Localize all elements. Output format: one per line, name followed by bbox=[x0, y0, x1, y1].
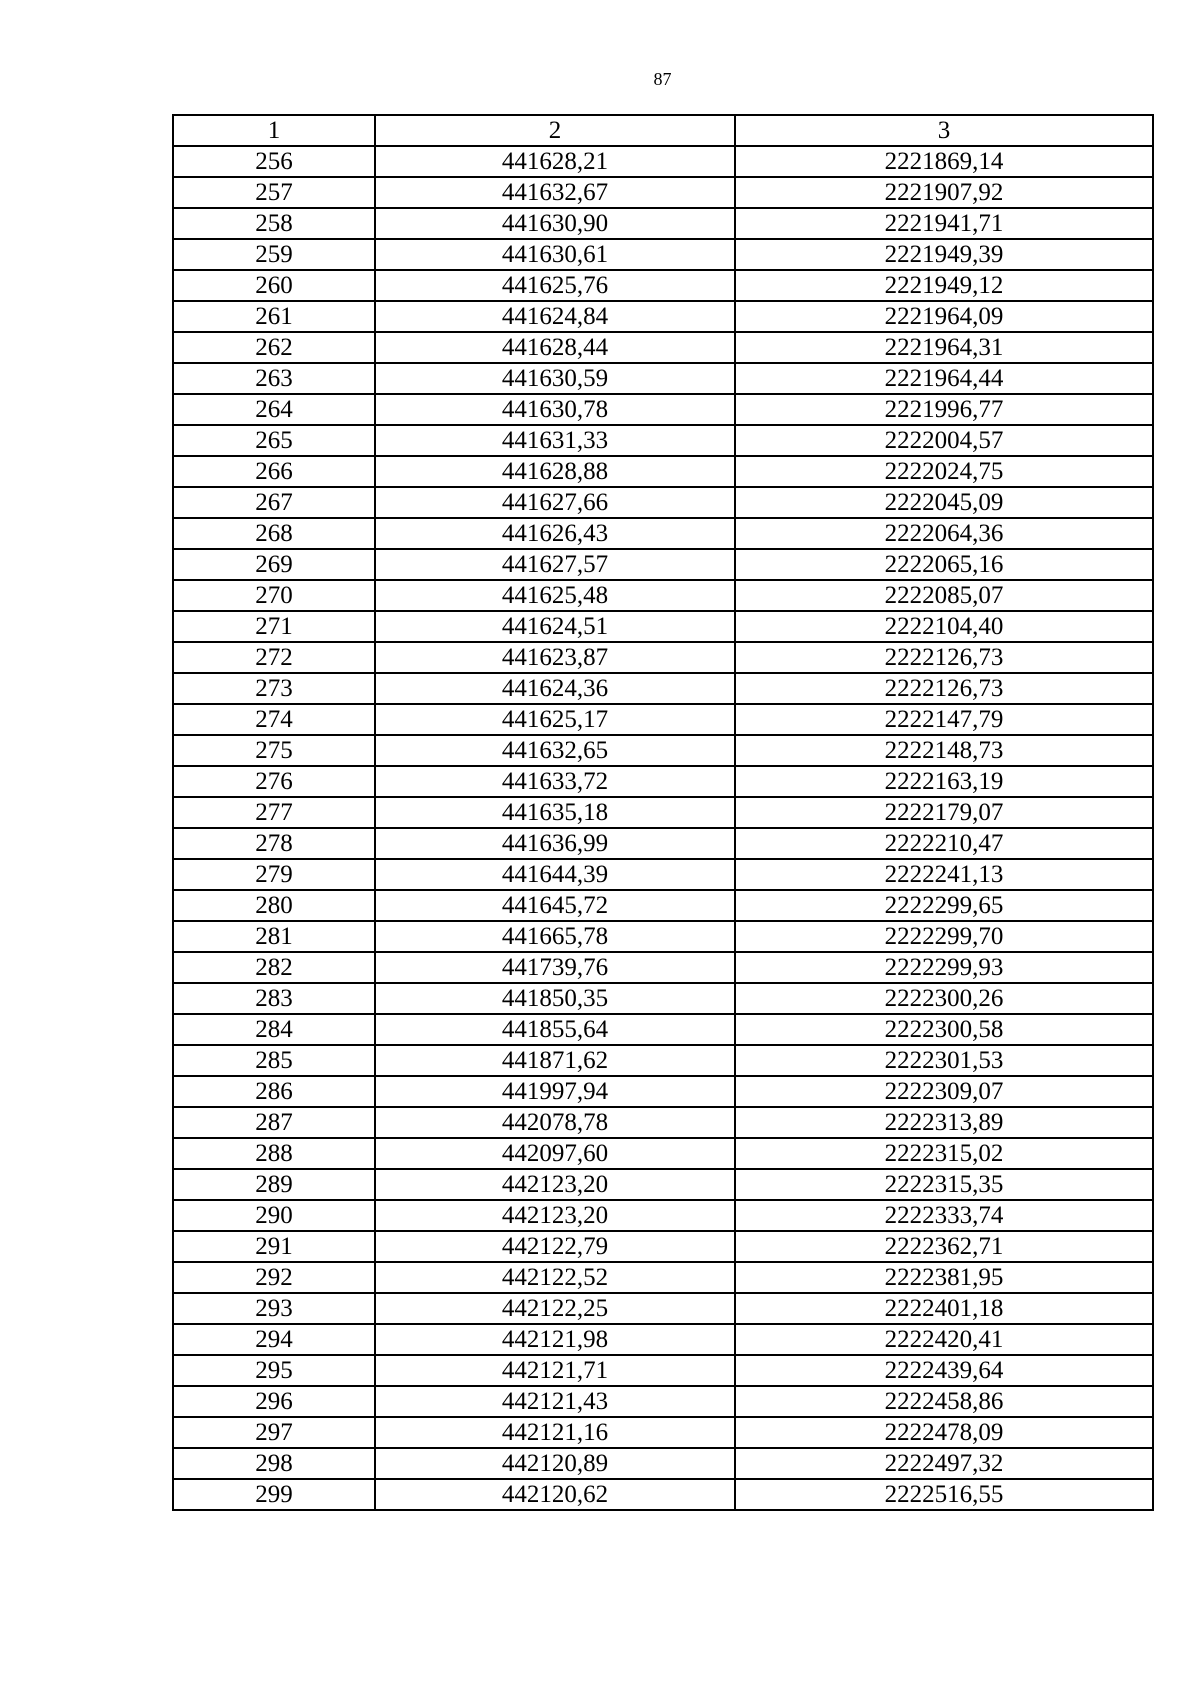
cell-point-number: 259 bbox=[173, 239, 375, 270]
table-row bbox=[173, 704, 1153, 735]
cell-point-number: 283 bbox=[173, 983, 375, 1014]
table-row bbox=[173, 673, 1153, 704]
cell-x: 442121,98 bbox=[375, 1324, 735, 1355]
cell-x: 442122,79 bbox=[375, 1231, 735, 1262]
cell-y: 2221964,44 bbox=[735, 363, 1153, 394]
table-row bbox=[173, 332, 1153, 363]
cell-x: 441630,78 bbox=[375, 394, 735, 425]
table-row bbox=[173, 1355, 1153, 1386]
cell-point-number: 298 bbox=[173, 1448, 375, 1479]
cell-y: 2222299,93 bbox=[735, 952, 1153, 983]
cell-x: 441628,44 bbox=[375, 332, 735, 363]
table-row bbox=[173, 859, 1153, 890]
table-row bbox=[173, 456, 1153, 487]
cell-point-number: 260 bbox=[173, 270, 375, 301]
cell-x: 441635,18 bbox=[375, 797, 735, 828]
cell-point-number: 275 bbox=[173, 735, 375, 766]
cell-y: 2222126,73 bbox=[735, 642, 1153, 673]
cell-point-number: 276 bbox=[173, 766, 375, 797]
cell-point-number: 274 bbox=[173, 704, 375, 735]
cell-y: 2222333,74 bbox=[735, 1200, 1153, 1231]
cell-point-number: 261 bbox=[173, 301, 375, 332]
table-row bbox=[173, 1107, 1153, 1138]
cell-point-number: 271 bbox=[173, 611, 375, 642]
table-row bbox=[173, 270, 1153, 301]
cell-point-number: 293 bbox=[173, 1293, 375, 1324]
cell-y: 2221941,71 bbox=[735, 208, 1153, 239]
cell-x: 441645,72 bbox=[375, 890, 735, 921]
cell-point-number: 286 bbox=[173, 1076, 375, 1107]
cell-y: 2222085,07 bbox=[735, 580, 1153, 611]
cell-y: 2222478,09 bbox=[735, 1417, 1153, 1448]
cell-x: 441628,88 bbox=[375, 456, 735, 487]
cell-x: 441625,48 bbox=[375, 580, 735, 611]
cell-y: 2221869,14 bbox=[735, 146, 1153, 177]
table-row bbox=[173, 1200, 1153, 1231]
cell-y: 2222064,36 bbox=[735, 518, 1153, 549]
cell-point-number: 269 bbox=[173, 549, 375, 580]
cell-y: 2222126,73 bbox=[735, 673, 1153, 704]
table-row bbox=[173, 208, 1153, 239]
cell-y: 2221949,12 bbox=[735, 270, 1153, 301]
table-row bbox=[173, 611, 1153, 642]
cell-x: 441624,51 bbox=[375, 611, 735, 642]
cell-x: 441871,62 bbox=[375, 1045, 735, 1076]
cell-y: 2222381,95 bbox=[735, 1262, 1153, 1293]
cell-point-number: 262 bbox=[173, 332, 375, 363]
cell-x: 441627,66 bbox=[375, 487, 735, 518]
header-cell-point-number: 1 bbox=[173, 115, 375, 146]
table-header bbox=[173, 115, 1153, 146]
cell-point-number: 299 bbox=[173, 1479, 375, 1510]
cell-point-number: 294 bbox=[173, 1324, 375, 1355]
table-row bbox=[173, 952, 1153, 983]
table-row bbox=[173, 518, 1153, 549]
cell-x: 442121,16 bbox=[375, 1417, 735, 1448]
header-row bbox=[173, 115, 1153, 146]
table-row bbox=[173, 301, 1153, 332]
cell-point-number: 265 bbox=[173, 425, 375, 456]
cell-x: 442120,89 bbox=[375, 1448, 735, 1479]
table-row bbox=[173, 735, 1153, 766]
cell-x: 442078,78 bbox=[375, 1107, 735, 1138]
cell-x: 441997,94 bbox=[375, 1076, 735, 1107]
table-row bbox=[173, 549, 1153, 580]
cell-x: 441633,72 bbox=[375, 766, 735, 797]
cell-y: 2222313,89 bbox=[735, 1107, 1153, 1138]
cell-point-number: 285 bbox=[173, 1045, 375, 1076]
table-row bbox=[173, 425, 1153, 456]
cell-point-number: 290 bbox=[173, 1200, 375, 1231]
cell-point-number: 297 bbox=[173, 1417, 375, 1448]
table-row bbox=[173, 146, 1153, 177]
table-row bbox=[173, 1014, 1153, 1045]
table-row bbox=[173, 363, 1153, 394]
cell-y: 2221964,31 bbox=[735, 332, 1153, 363]
cell-point-number: 291 bbox=[173, 1231, 375, 1262]
cell-y: 2222163,19 bbox=[735, 766, 1153, 797]
table-row bbox=[173, 580, 1153, 611]
cell-y: 2222241,13 bbox=[735, 859, 1153, 890]
cell-point-number: 267 bbox=[173, 487, 375, 518]
cell-x: 441665,78 bbox=[375, 921, 735, 952]
cell-y: 2222045,09 bbox=[735, 487, 1153, 518]
cell-y: 2222147,79 bbox=[735, 704, 1153, 735]
cell-x: 442097,60 bbox=[375, 1138, 735, 1169]
cell-point-number: 289 bbox=[173, 1169, 375, 1200]
cell-point-number: 296 bbox=[173, 1386, 375, 1417]
cell-point-number: 263 bbox=[173, 363, 375, 394]
cell-point-number: 284 bbox=[173, 1014, 375, 1045]
cell-x: 442123,20 bbox=[375, 1169, 735, 1200]
cell-y: 2221996,77 bbox=[735, 394, 1153, 425]
cell-point-number: 268 bbox=[173, 518, 375, 549]
cell-y: 2222420,41 bbox=[735, 1324, 1153, 1355]
cell-y: 2222179,07 bbox=[735, 797, 1153, 828]
cell-x: 441628,21 bbox=[375, 146, 735, 177]
table-row bbox=[173, 1448, 1153, 1479]
cell-point-number: 258 bbox=[173, 208, 375, 239]
cell-point-number: 273 bbox=[173, 673, 375, 704]
table-row bbox=[173, 1386, 1153, 1417]
cell-point-number: 257 bbox=[173, 177, 375, 208]
cell-y: 2221949,39 bbox=[735, 239, 1153, 270]
table-row bbox=[173, 1138, 1153, 1169]
page-number: 87 bbox=[653, 69, 672, 89]
cell-y: 2221907,92 bbox=[735, 177, 1153, 208]
cell-y: 2222004,57 bbox=[735, 425, 1153, 456]
cell-x: 441631,33 bbox=[375, 425, 735, 456]
table-row bbox=[173, 766, 1153, 797]
cell-point-number: 256 bbox=[173, 146, 375, 177]
table-row bbox=[173, 487, 1153, 518]
cell-y: 2222299,70 bbox=[735, 921, 1153, 952]
cell-x: 442121,71 bbox=[375, 1355, 735, 1386]
cell-point-number: 270 bbox=[173, 580, 375, 611]
table-row bbox=[173, 1293, 1153, 1324]
cell-x: 441632,67 bbox=[375, 177, 735, 208]
cell-x: 441739,76 bbox=[375, 952, 735, 983]
table-row bbox=[173, 642, 1153, 673]
table-row bbox=[173, 1231, 1153, 1262]
table-body bbox=[173, 146, 1153, 1510]
table-row bbox=[173, 828, 1153, 859]
cell-x: 442123,20 bbox=[375, 1200, 735, 1231]
table-row bbox=[173, 921, 1153, 952]
cell-y: 2222439,64 bbox=[735, 1355, 1153, 1386]
cell-x: 441630,59 bbox=[375, 363, 735, 394]
cell-y: 2222300,58 bbox=[735, 1014, 1153, 1045]
cell-y: 2222210,47 bbox=[735, 828, 1153, 859]
cell-x: 441625,17 bbox=[375, 704, 735, 735]
cell-x: 442122,25 bbox=[375, 1293, 735, 1324]
cell-x: 441627,57 bbox=[375, 549, 735, 580]
cell-y: 2222299,65 bbox=[735, 890, 1153, 921]
cell-x: 442121,43 bbox=[375, 1386, 735, 1417]
cell-point-number: 279 bbox=[173, 859, 375, 890]
cell-y: 2222315,35 bbox=[735, 1169, 1153, 1200]
table-row bbox=[173, 1045, 1153, 1076]
cell-x: 441626,43 bbox=[375, 518, 735, 549]
cell-point-number: 264 bbox=[173, 394, 375, 425]
cell-y: 2222024,75 bbox=[735, 456, 1153, 487]
table-row bbox=[173, 1479, 1153, 1510]
table-row bbox=[173, 1262, 1153, 1293]
table-row bbox=[173, 1417, 1153, 1448]
cell-point-number: 266 bbox=[173, 456, 375, 487]
cell-point-number: 282 bbox=[173, 952, 375, 983]
cell-x: 442122,52 bbox=[375, 1262, 735, 1293]
cell-x: 442120,62 bbox=[375, 1479, 735, 1510]
cell-point-number: 292 bbox=[173, 1262, 375, 1293]
table-row bbox=[173, 394, 1153, 425]
cell-x: 441624,84 bbox=[375, 301, 735, 332]
table-row bbox=[173, 177, 1153, 208]
cell-x: 441644,39 bbox=[375, 859, 735, 890]
cell-y: 2222458,86 bbox=[735, 1386, 1153, 1417]
cell-y: 2222065,16 bbox=[735, 549, 1153, 580]
cell-y: 2222104,40 bbox=[735, 611, 1153, 642]
table-row bbox=[173, 890, 1153, 921]
cell-point-number: 288 bbox=[173, 1138, 375, 1169]
cell-y: 2222309,07 bbox=[735, 1076, 1153, 1107]
cell-point-number: 280 bbox=[173, 890, 375, 921]
cell-point-number: 272 bbox=[173, 642, 375, 673]
cell-y: 2222300,26 bbox=[735, 983, 1153, 1014]
cell-point-number: 287 bbox=[173, 1107, 375, 1138]
table-row bbox=[173, 797, 1153, 828]
cell-y: 2222401,18 bbox=[735, 1293, 1153, 1324]
cell-y: 2222148,73 bbox=[735, 735, 1153, 766]
table-row bbox=[173, 1169, 1153, 1200]
cell-point-number: 278 bbox=[173, 828, 375, 859]
cell-x: 441850,35 bbox=[375, 983, 735, 1014]
cell-point-number: 295 bbox=[173, 1355, 375, 1386]
cell-x: 441624,36 bbox=[375, 673, 735, 704]
cell-y: 2222315,02 bbox=[735, 1138, 1153, 1169]
cell-x: 441625,76 bbox=[375, 270, 735, 301]
cell-y: 2221964,09 bbox=[735, 301, 1153, 332]
cell-x: 441630,90 bbox=[375, 208, 735, 239]
cell-y: 2222516,55 bbox=[735, 1479, 1153, 1510]
table-row bbox=[173, 1324, 1153, 1355]
cell-point-number: 281 bbox=[173, 921, 375, 952]
cell-x: 441632,65 bbox=[375, 735, 735, 766]
table-row bbox=[173, 983, 1153, 1014]
cell-point-number: 277 bbox=[173, 797, 375, 828]
cell-y: 2222497,32 bbox=[735, 1448, 1153, 1479]
cell-x: 441630,61 bbox=[375, 239, 735, 270]
table-row bbox=[173, 1076, 1153, 1107]
cell-y: 2222301,53 bbox=[735, 1045, 1153, 1076]
table-row bbox=[173, 239, 1153, 270]
header-cell-y: 3 bbox=[735, 115, 1153, 146]
cell-x: 441636,99 bbox=[375, 828, 735, 859]
header-cell-x: 2 bbox=[375, 115, 735, 146]
coordinates-table bbox=[172, 114, 1154, 1511]
cell-y: 2222362,71 bbox=[735, 1231, 1153, 1262]
cell-x: 441855,64 bbox=[375, 1014, 735, 1045]
cell-x: 441623,87 bbox=[375, 642, 735, 673]
